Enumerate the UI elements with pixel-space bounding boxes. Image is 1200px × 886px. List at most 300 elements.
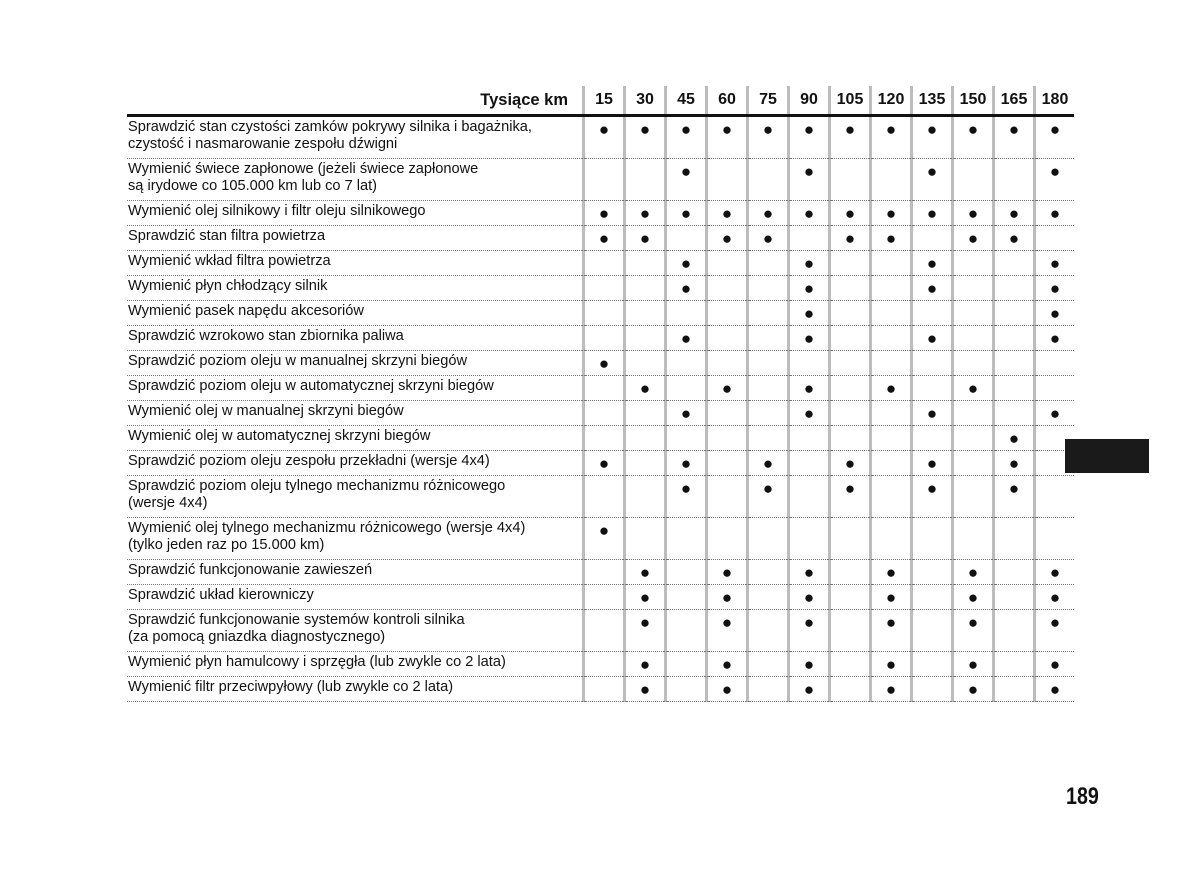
schedule-cell <box>790 326 828 351</box>
operation-description <box>127 560 582 585</box>
schedule-cell <box>667 116 705 159</box>
table-row <box>127 476 1074 518</box>
schedule-cell <box>831 326 869 351</box>
operation-text-line: (za pomocą gniazdka diagnostycznego) <box>128 629 386 645</box>
service-dot-icon: ● <box>1049 563 1061 582</box>
schedule-cell <box>872 376 910 401</box>
schedule-cell <box>1036 560 1074 585</box>
service-dot-icon: ● <box>1049 254 1061 273</box>
schedule-cell <box>995 326 1033 351</box>
service-dot-icon: ● <box>1008 479 1020 498</box>
operation-text-line: Sprawdzić poziom oleju tylnego mechanizmu różnicowego <box>128 478 506 494</box>
schedule-cell <box>831 560 869 585</box>
service-dot-icon: ● <box>680 120 692 139</box>
operation-description <box>127 326 582 351</box>
schedule-cell <box>913 226 951 251</box>
schedule-cell <box>954 610 992 652</box>
operation-description <box>127 401 582 426</box>
schedule-cell <box>872 476 910 518</box>
schedule-cell <box>913 476 951 518</box>
service-dot-icon: ● <box>844 204 856 223</box>
operation-text-line: Wymienić pasek napędu akcesoriów <box>128 303 364 319</box>
km-column-header: 60 <box>708 86 746 116</box>
schedule-cell <box>790 351 828 376</box>
service-dot-icon: ● <box>926 454 938 473</box>
service-dot-icon: ● <box>1008 429 1020 448</box>
schedule-cell <box>872 351 910 376</box>
schedule-cell <box>626 201 664 226</box>
service-dot-icon: ● <box>967 204 979 223</box>
service-dot-icon: ● <box>680 404 692 423</box>
km-column-header: 30 <box>626 86 664 116</box>
schedule-cell <box>1036 585 1074 610</box>
operation-text-line: są irydowe co 105.000 km lub co 7 lat) <box>128 178 378 194</box>
km-column-header: 165 <box>995 86 1033 116</box>
schedule-cell <box>954 301 992 326</box>
schedule-cell <box>585 351 623 376</box>
schedule-cell <box>995 401 1033 426</box>
schedule-cell <box>831 451 869 476</box>
table-row <box>127 226 1074 251</box>
service-dot-icon: ● <box>885 204 897 223</box>
section-tab-marker <box>1065 439 1149 473</box>
service-dot-icon: ● <box>680 204 692 223</box>
table-row <box>127 451 1074 476</box>
operation-description <box>127 376 582 401</box>
schedule-cell <box>585 560 623 585</box>
service-dot-icon: ● <box>885 588 897 607</box>
service-dot-icon: ● <box>639 563 651 582</box>
service-dot-icon: ● <box>1049 162 1061 181</box>
schedule-cell <box>831 476 869 518</box>
operation-description <box>127 116 582 159</box>
service-dot-icon: ● <box>803 613 815 632</box>
service-dot-icon: ● <box>926 279 938 298</box>
service-dot-icon: ● <box>680 254 692 273</box>
schedule-cell <box>1036 326 1074 351</box>
operation-text-line: Sprawdzić funkcjonowanie zawieszeń <box>128 562 373 578</box>
operation-description <box>127 610 582 652</box>
table-row <box>127 201 1074 226</box>
schedule-cell <box>626 276 664 301</box>
schedule-cell <box>749 518 787 560</box>
schedule-cell <box>585 326 623 351</box>
schedule-cell <box>831 376 869 401</box>
schedule-cell <box>913 451 951 476</box>
table-row <box>127 376 1074 401</box>
service-dot-icon: ● <box>1049 120 1061 139</box>
schedule-cell <box>954 401 992 426</box>
schedule-cell <box>1036 476 1074 518</box>
schedule-cell <box>708 652 746 677</box>
schedule-cell <box>1036 276 1074 301</box>
operation-text-line: Sprawdzić stan filtra powietrza <box>128 228 326 244</box>
schedule-cell <box>790 518 828 560</box>
service-dot-icon: ● <box>803 655 815 674</box>
service-dot-icon: ● <box>844 120 856 139</box>
schedule-cell <box>667 276 705 301</box>
header-row <box>127 86 1074 116</box>
schedule-cell <box>995 159 1033 201</box>
schedule-cell <box>872 426 910 451</box>
operation-text-line: Wymienić olej w automatycznej skrzyni biegów <box>128 428 431 444</box>
schedule-cell <box>749 276 787 301</box>
operation-text-line: (tylko jeden raz po 15.000 km) <box>128 537 325 553</box>
schedule-cell <box>626 326 664 351</box>
schedule-cell <box>954 560 992 585</box>
service-dot-icon: ● <box>762 229 774 248</box>
schedule-cell <box>585 426 623 451</box>
schedule-cell <box>626 610 664 652</box>
table-row <box>127 652 1074 677</box>
service-dot-icon: ● <box>639 588 651 607</box>
schedule-cell <box>954 276 992 301</box>
service-dot-icon: ● <box>598 454 610 473</box>
schedule-cell <box>913 251 951 276</box>
schedule-cell <box>749 376 787 401</box>
table-row <box>127 276 1074 301</box>
schedule-cell <box>790 401 828 426</box>
schedule-cell <box>790 226 828 251</box>
schedule-cell <box>708 518 746 560</box>
service-dot-icon: ● <box>803 329 815 348</box>
schedule-cell <box>585 677 623 702</box>
schedule-cell <box>954 159 992 201</box>
schedule-cell <box>585 201 623 226</box>
schedule-cell <box>626 677 664 702</box>
schedule-cell <box>872 585 910 610</box>
service-dot-icon: ● <box>639 379 651 398</box>
schedule-cell <box>749 652 787 677</box>
service-dot-icon: ● <box>1049 304 1061 323</box>
service-dot-icon: ● <box>721 655 733 674</box>
schedule-cell <box>872 226 910 251</box>
schedule-cell <box>995 251 1033 276</box>
km-column-header: 90 <box>790 86 828 116</box>
service-dot-icon: ● <box>1049 329 1061 348</box>
schedule-cell <box>585 276 623 301</box>
service-dot-icon: ● <box>639 229 651 248</box>
schedule-cell <box>913 276 951 301</box>
service-dot-icon: ● <box>844 229 856 248</box>
service-dot-icon: ● <box>1049 613 1061 632</box>
schedule-cell <box>708 326 746 351</box>
schedule-cell <box>995 560 1033 585</box>
table-row <box>127 560 1074 585</box>
schedule-cell <box>913 426 951 451</box>
schedule-cell <box>995 652 1033 677</box>
schedule-cell <box>995 585 1033 610</box>
schedule-cell <box>995 226 1033 251</box>
service-dot-icon: ● <box>1008 454 1020 473</box>
service-dot-icon: ● <box>1008 120 1020 139</box>
schedule-cell <box>585 518 623 560</box>
schedule-cell <box>667 677 705 702</box>
schedule-cell <box>585 476 623 518</box>
km-column-header: 120 <box>872 86 910 116</box>
schedule-cell <box>626 351 664 376</box>
operation-text-line: czystość i nasmarowanie zespołu dźwigni <box>128 136 398 152</box>
schedule-cell <box>995 518 1033 560</box>
operation-text-line: Sprawdzić wzrokowo stan zbiornika paliwa <box>128 328 404 344</box>
table-row <box>127 518 1074 560</box>
operation-description <box>127 351 582 376</box>
schedule-cell <box>749 426 787 451</box>
schedule-cell <box>790 560 828 585</box>
service-dot-icon: ● <box>885 655 897 674</box>
schedule-cell <box>1036 201 1074 226</box>
schedule-cell <box>708 159 746 201</box>
schedule-cell <box>749 326 787 351</box>
schedule-cell <box>585 226 623 251</box>
schedule-cell <box>749 560 787 585</box>
schedule-cell <box>872 610 910 652</box>
operation-description <box>127 451 582 476</box>
schedule-cell <box>913 610 951 652</box>
schedule-cell <box>626 159 664 201</box>
schedule-cell <box>790 251 828 276</box>
operation-description <box>127 226 582 251</box>
km-column-header: 15 <box>585 86 623 116</box>
schedule-cell <box>872 677 910 702</box>
service-dot-icon: ● <box>967 379 979 398</box>
schedule-cell <box>831 585 869 610</box>
schedule-cell <box>626 301 664 326</box>
schedule-cell <box>626 451 664 476</box>
service-dot-icon: ● <box>1008 204 1020 223</box>
schedule-cell <box>1036 159 1074 201</box>
km-column-header: 45 <box>667 86 705 116</box>
service-dot-icon: ● <box>680 162 692 181</box>
schedule-cell <box>913 351 951 376</box>
schedule-cell <box>708 401 746 426</box>
schedule-cell <box>667 426 705 451</box>
service-dot-icon: ● <box>967 680 979 699</box>
service-dot-icon: ● <box>721 229 733 248</box>
schedule-cell <box>995 301 1033 326</box>
table-row <box>127 159 1074 201</box>
table-row <box>127 251 1074 276</box>
schedule-cell <box>954 251 992 276</box>
schedule-cell <box>831 226 869 251</box>
schedule-cell <box>790 201 828 226</box>
operation-text-line: Sprawdzić funkcjonowanie systemów kontroli silnika <box>128 612 465 628</box>
operation-text-line: Sprawdzić poziom oleju zespołu przekładni (wersje 4x4) <box>128 453 490 469</box>
service-dot-icon: ● <box>803 404 815 423</box>
service-dot-icon: ● <box>639 120 651 139</box>
schedule-cell <box>790 116 828 159</box>
service-dot-icon: ● <box>803 254 815 273</box>
service-dot-icon: ● <box>885 680 897 699</box>
schedule-cell <box>708 116 746 159</box>
service-dot-icon: ● <box>639 680 651 699</box>
schedule-cell <box>872 301 910 326</box>
schedule-cell <box>995 351 1033 376</box>
service-dot-icon: ● <box>721 563 733 582</box>
schedule-cell <box>872 116 910 159</box>
schedule-cell <box>749 351 787 376</box>
schedule-cell <box>831 276 869 301</box>
schedule-cell <box>913 116 951 159</box>
operation-text-line: Sprawdzić poziom oleju w manualnej skrzyni biegów <box>128 353 468 369</box>
schedule-cell <box>626 376 664 401</box>
schedule-cell <box>995 201 1033 226</box>
service-dot-icon: ● <box>803 304 815 323</box>
service-dot-icon: ● <box>762 120 774 139</box>
service-dot-icon: ● <box>926 254 938 273</box>
table-row <box>127 301 1074 326</box>
schedule-cell <box>831 401 869 426</box>
schedule-cell <box>1036 518 1074 560</box>
service-dot-icon: ● <box>803 120 815 139</box>
schedule-cell <box>913 401 951 426</box>
schedule-cell <box>1036 251 1074 276</box>
table-row <box>127 401 1074 426</box>
schedule-cell <box>913 677 951 702</box>
service-dot-icon: ● <box>680 329 692 348</box>
service-dot-icon: ● <box>926 162 938 181</box>
service-dot-icon: ● <box>803 588 815 607</box>
table-row <box>127 351 1074 376</box>
service-dot-icon: ● <box>803 204 815 223</box>
km-column-header: 105 <box>831 86 869 116</box>
operation-description <box>127 251 582 276</box>
service-dot-icon: ● <box>680 454 692 473</box>
service-dot-icon: ● <box>967 613 979 632</box>
schedule-cell <box>790 652 828 677</box>
schedule-cell <box>708 301 746 326</box>
schedule-cell <box>626 585 664 610</box>
service-dot-icon: ● <box>967 563 979 582</box>
schedule-cell <box>749 226 787 251</box>
service-dot-icon: ● <box>844 479 856 498</box>
service-dot-icon: ● <box>803 680 815 699</box>
schedule-cell <box>995 116 1033 159</box>
operation-text-line: (wersje 4x4) <box>128 495 208 511</box>
schedule-cell <box>708 226 746 251</box>
operation-description <box>127 301 582 326</box>
schedule-cell <box>626 652 664 677</box>
schedule-cell <box>708 376 746 401</box>
schedule-cell <box>667 476 705 518</box>
schedule-cell <box>749 451 787 476</box>
schedule-cell <box>1036 376 1074 401</box>
schedule-cell <box>708 610 746 652</box>
schedule-cell <box>585 251 623 276</box>
schedule-cell <box>872 560 910 585</box>
schedule-cell <box>708 251 746 276</box>
schedule-cell <box>954 351 992 376</box>
schedule-cell <box>749 476 787 518</box>
service-dot-icon: ● <box>885 120 897 139</box>
operation-description <box>127 276 582 301</box>
service-dot-icon: ● <box>926 404 938 423</box>
operation-text-line: Wymienić olej silnikowy i filtr oleju silnikowego <box>128 203 426 219</box>
service-dot-icon: ● <box>885 613 897 632</box>
schedule-cell <box>790 677 828 702</box>
schedule-cell <box>667 451 705 476</box>
service-dot-icon: ● <box>1008 229 1020 248</box>
schedule-cell <box>708 201 746 226</box>
schedule-cell <box>954 226 992 251</box>
schedule-cell <box>913 301 951 326</box>
service-dot-icon: ● <box>885 229 897 248</box>
schedule-cell <box>954 201 992 226</box>
schedule-cell <box>831 518 869 560</box>
schedule-cell <box>667 351 705 376</box>
schedule-cell <box>995 610 1033 652</box>
schedule-cell <box>585 301 623 326</box>
service-dot-icon: ● <box>721 680 733 699</box>
service-dot-icon: ● <box>967 588 979 607</box>
schedule-cell <box>831 159 869 201</box>
operation-text-line: Wymienić płyn chłodzący silnik <box>128 278 328 294</box>
schedule-cell <box>872 451 910 476</box>
schedule-cell <box>667 159 705 201</box>
schedule-cell <box>1036 677 1074 702</box>
schedule-cell <box>708 426 746 451</box>
service-dot-icon: ● <box>926 120 938 139</box>
service-dot-icon: ● <box>926 479 938 498</box>
km-column-header: 75 <box>749 86 787 116</box>
operation-text-line: Wymienić świece zapłonowe (jeżeli świece zapłonowe <box>128 161 479 177</box>
schedule-cell <box>913 585 951 610</box>
schedule-cell <box>913 159 951 201</box>
operation-description <box>127 652 582 677</box>
operation-description <box>127 201 582 226</box>
operation-text-line: Wymienić filtr przeciwpyłowy (lub zwykle co 2 lata) <box>128 679 454 695</box>
schedule-cell <box>585 652 623 677</box>
service-dot-icon: ● <box>803 379 815 398</box>
service-dot-icon: ● <box>803 279 815 298</box>
schedule-cell <box>831 652 869 677</box>
schedule-cell <box>749 610 787 652</box>
schedule-cell <box>872 401 910 426</box>
operation-text-line: Sprawdzić układ kierowniczy <box>128 587 314 603</box>
header-label: Tysiące km <box>127 86 582 116</box>
schedule-cell <box>913 652 951 677</box>
schedule-cell <box>667 652 705 677</box>
schedule-cell <box>872 276 910 301</box>
service-dot-icon: ● <box>926 204 938 223</box>
service-dot-icon: ● <box>598 354 610 373</box>
km-column-header: 135 <box>913 86 951 116</box>
operation-description <box>127 426 582 451</box>
table-row <box>127 116 1074 159</box>
schedule-cell <box>626 518 664 560</box>
schedule-cell <box>1036 351 1074 376</box>
schedule-cell <box>872 326 910 351</box>
service-dot-icon: ● <box>598 229 610 248</box>
service-dot-icon: ● <box>721 613 733 632</box>
schedule-cell <box>831 426 869 451</box>
table-row <box>127 610 1074 652</box>
schedule-cell <box>585 116 623 159</box>
schedule-cell <box>708 560 746 585</box>
schedule-cell <box>749 585 787 610</box>
schedule-cell <box>626 560 664 585</box>
schedule-cell <box>708 276 746 301</box>
schedule-cell <box>1036 401 1074 426</box>
schedule-cell <box>954 326 992 351</box>
schedule-cell <box>954 116 992 159</box>
operation-text-line: Wymienić olej tylnego mechanizmu różnicowego (wersje 4x4) <box>128 520 526 536</box>
schedule-cell <box>585 401 623 426</box>
schedule-cell <box>790 301 828 326</box>
schedule-cell <box>667 301 705 326</box>
operation-description <box>127 159 582 201</box>
operation-text-line: Wymienić wkład filtra powietrza <box>128 253 331 269</box>
